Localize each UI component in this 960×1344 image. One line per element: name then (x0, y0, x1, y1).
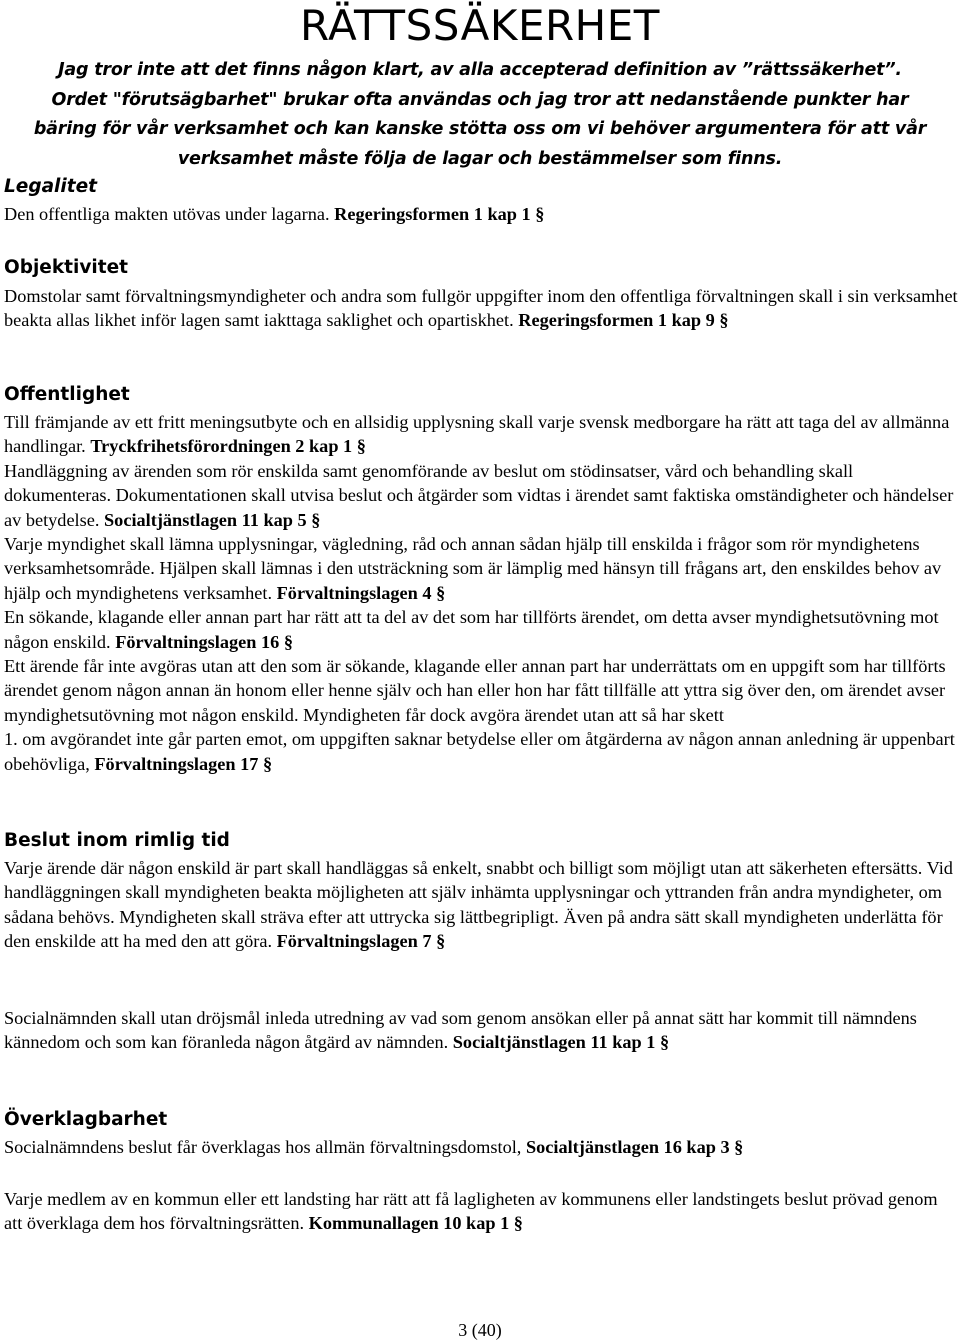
law-reference: Regeringsformen 1 kap 1 § (334, 204, 545, 224)
body-text: Varje ärende där någon enskild är part skall handläggas så enkelt, snabbt och billigt som möjligt utan att säkerheten eftersätts. Vid handläggningen skall myndigheten beakta möjligheten att själv inhämta upplysningar och yttranden från andra myndigheter, om sådana behövs. Myndigheten skall sträva efter att uttrycka sig lättbegripligt. Även på andra sätt skall myndigheten underlätta för den enskilde att ha med den att göra. (4, 858, 953, 952)
beslut-text-2 (4, 1006, 958, 1055)
body-text: Varje medlem av en kommun eller ett landsting har rätt att få lagligheten av kommunens eller landstingets beslut prövad genom att överklaga dem hos förvaltningsrätten. (4, 1189, 938, 1234)
intro-line: bäring för vår verksamhet och kan kanske stötta oss om vi behöver argumentera för att vår (33, 119, 927, 139)
body-text: Socialnämnden skall utan dröjsmål inleda utredning av vad som genom ansökan eller på annat sätt har kommit till nämndens kännedom och som kan föranleda någon åtgärd av nämnden. (4, 1008, 917, 1053)
heading-offentlighet: Offentlighet (4, 384, 130, 405)
intro-line: Jag tror inte att det finns någon klart, av alla accepterad definition av ”rättssäkerhet”. (58, 60, 902, 80)
body-text: Socialnämndens beslut får överklagas hos allmän förvaltningsdomstol, (4, 1137, 522, 1157)
law-reference: Förvaltningslagen 4 § (276, 582, 446, 603)
body-text: Varje myndighet skall lämna upplysningar, vägledning, råd och annan sådan hjälp till enskilda i frågor som rör myndighetens verksamhetsområde. Hjälpen skall lämnas i den utsträckning som är lämplig med hänsyn till frågans art, den enskildes behov av hjälp och myndighetens verksamhet. (4, 534, 942, 603)
page-title: RÄTTSSÄKERHET (300, 1, 660, 50)
heading-legalitet: Legalitet (4, 176, 97, 197)
body-text: Den offentliga makten utövas under lagarna. (4, 204, 330, 224)
body-text: Domstolar samt förvaltningsmyndigheter och andra som fullgör uppgifter inom den offentliga förvaltningen skall i sin verksamhet beakta allas likhet inför lagen samt iakttaga saklighet och opartiskhet. (4, 286, 958, 331)
body-text: Ett ärende får inte avgöras utan att den som är sökande, klagande eller annan part har underrättats om en uppgift som har tillförts ärendet genom någon annan än honom eller henne själv och han eller hon har fått tillfälle att yttra sig över den, om ärendet avser myndighetsutövning mot någon enskild. Myndigheten får dock avgöra ärendet utan att så har skett (4, 656, 946, 725)
heading-overklagbarhet: Överklagbarhet (4, 1109, 168, 1130)
heading-beslut-inom-rimlig-tid: Beslut inom rimlig tid (4, 830, 230, 851)
objektivitet-text (4, 284, 958, 333)
law-reference: Regeringsformen 1 kap 9 § (518, 310, 729, 331)
page-number: 3 (40) (458, 1320, 502, 1340)
law-reference: Förvaltningslagen 17 § (94, 753, 273, 774)
law-reference: Socialtjänstlagen 11 kap 1 § (452, 1032, 670, 1053)
overklagbarhet-text-1 (4, 1135, 958, 1159)
body-text: Till främjande av ett fritt meningsutbyte och en allsidig upplysning skall varje svensk medborgare ha rätt att taga del av allmänna handlingar. (4, 412, 950, 457)
law-reference: Förvaltningslagen 16 § (115, 631, 293, 652)
intro-line: Ordet "förutsägbarhet" brukar ofta användas och jag tror att nedanstående punkter har (51, 89, 909, 110)
body-text: Handläggning av ärenden som rör enskilda samt genomförande av beslut om stödinsatser, vård och behandling skall dokumenteras. Dokumentationen skall utvisa beslut och åtgärder som vidtas i ärendet samt faktiska omständigheter och händelser av betydelse. (4, 460, 954, 530)
body-text: 1. om avgörandet inte går parten emot, om uppgiften saknar betydelse eller om åtgärderna av någon annan anledning är uppenbart obehövliga, (4, 729, 955, 774)
body-text: En sökande, klagande eller annan part har rätt att ta del av det som har tillförts ärendet, om detta avser myndighetsutövning mot någon enskild. (4, 607, 939, 652)
law-reference: Tryckfrihetsförordningen 2 kap 1 § (90, 436, 366, 457)
law-reference: Förvaltningslagen 7 § (276, 931, 446, 952)
overklagbarhet-text-2 (4, 1187, 958, 1236)
intro-paragraph (2, 56, 958, 174)
beslut-text-1 (4, 856, 958, 954)
offentlighet-text (4, 410, 958, 776)
heading-objektivitet: Objektivitet (4, 257, 128, 278)
intro-line: verksamhet måste följa de lagar och bestämmelser som finns. (177, 148, 783, 169)
law-reference: Kommunallagen 10 kap 1 § (308, 1213, 523, 1234)
law-reference: Socialtjänstlagen 11 kap 5 § (104, 509, 321, 530)
legalitet-text (4, 202, 958, 226)
law-reference: Socialtjänstlagen 16 kap 3 § (525, 1137, 744, 1157)
